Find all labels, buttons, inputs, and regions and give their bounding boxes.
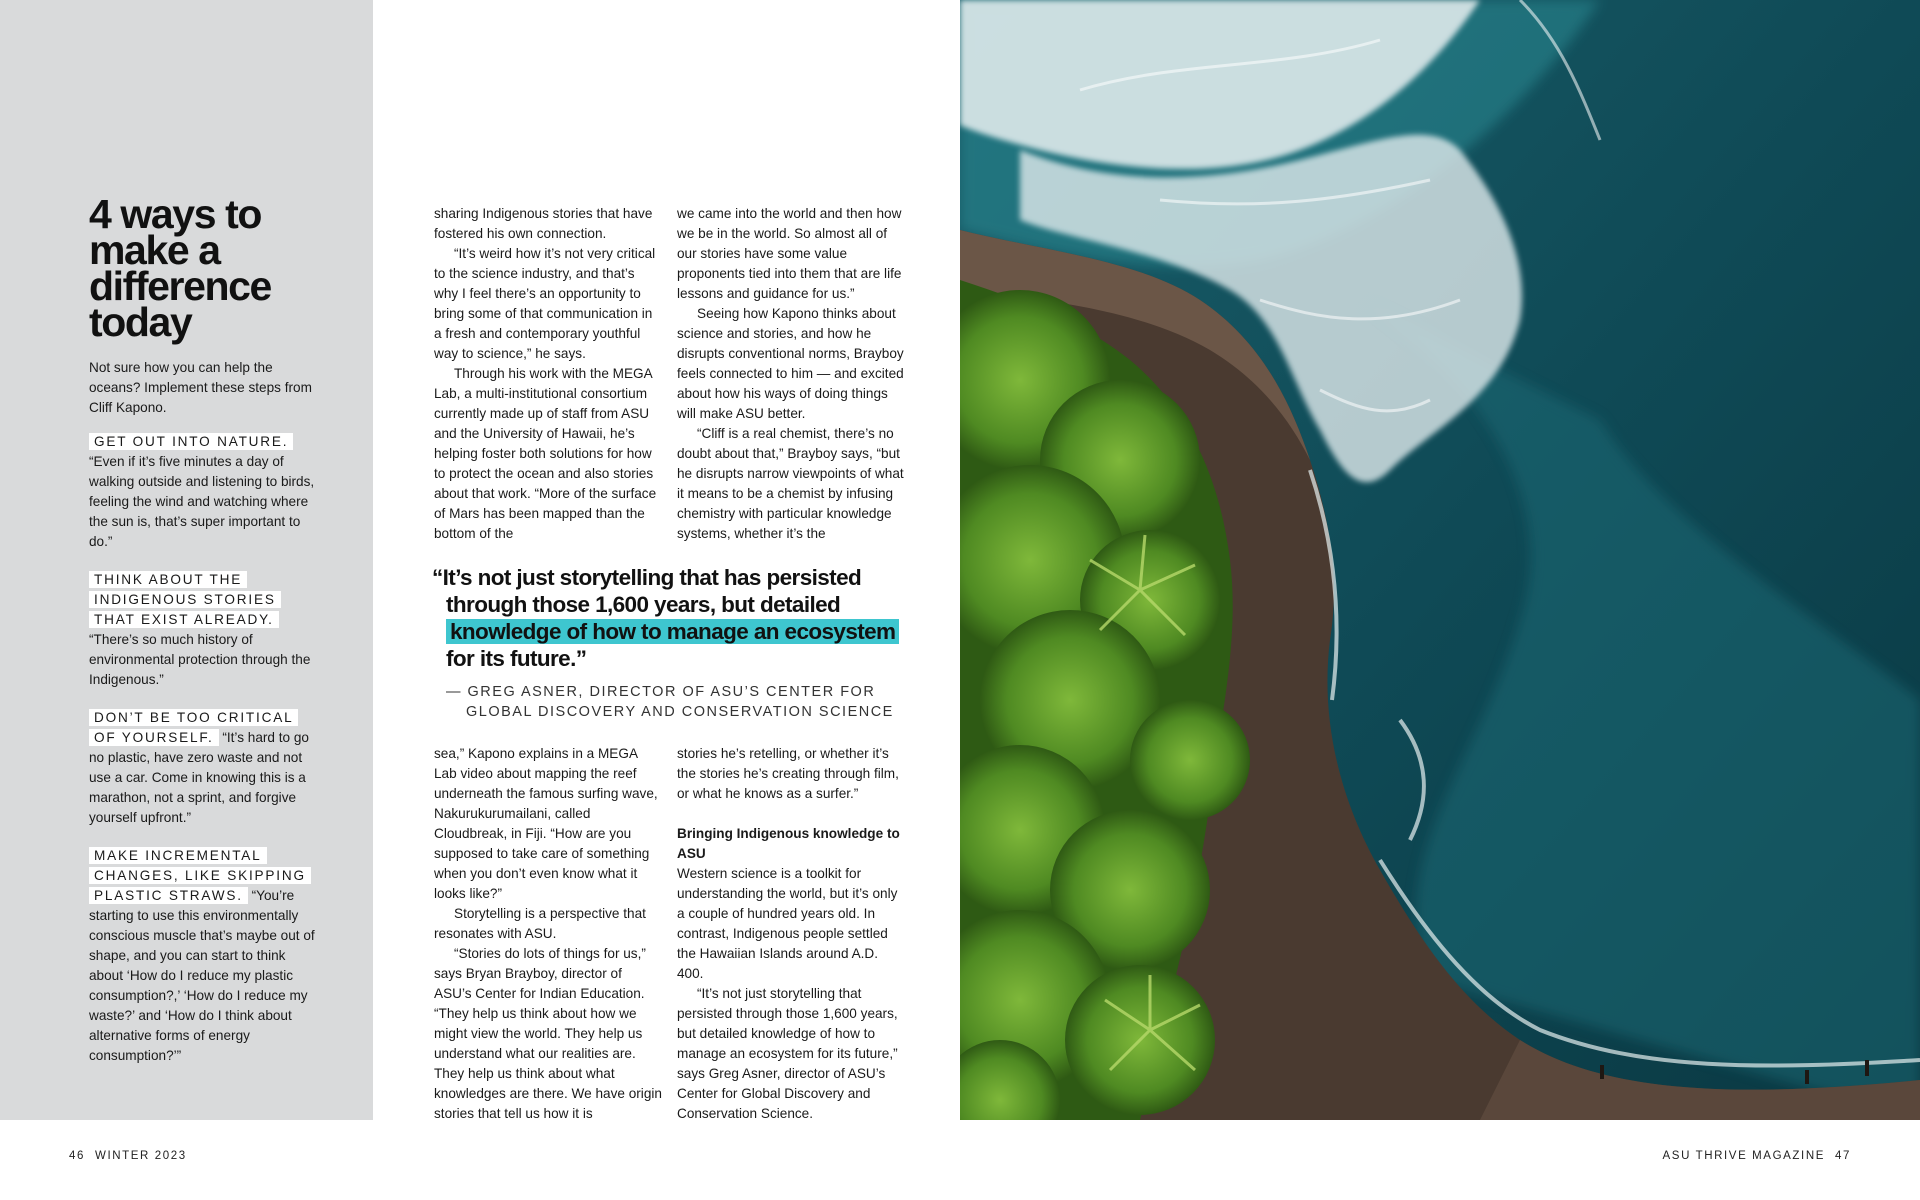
sidebar-intro: Not sure how you can help the oceans? Implement these steps from Cliff Kapono.: [89, 360, 312, 415]
tip-4-body: “You’re starting to use this environmentally conscious muscle that’s maybe out of shape, and you can start to think about ‘How do I reduce my plastic consumption?,’ ‘How do I reduce my waste?’ and ‘How do I think about alternative forms of energy consumption?’”: [89, 888, 315, 1063]
article-column-1-bottom: [434, 744, 662, 1124]
paragraph: sharing Indigenous stories that have fostered his own connection.: [434, 206, 653, 241]
page-number-right: 47: [1835, 1150, 1851, 1162]
tip-3-body: “It’s hard to go no plastic, have zero waste and not use a car. Come in knowing this is a marathon, not a sprint, and forgive yourself upfront.”: [89, 730, 309, 825]
sidebar-panel: [0, 0, 373, 1120]
sidebar-title: 4 ways to make a difference today: [89, 191, 271, 345]
paragraph: “It’s not just storytelling that persisted through those 1,600 years, but detailed knowledge of how to manage an ecosystem for its future,” says Greg Asner, director of ASU’s Center for Global Discovery and Conservation Science.: [677, 986, 898, 1121]
pull-quote-lead: “It’s not just storytelling that has persisted through those 1,600 years, but detailed: [432, 565, 862, 617]
tip-3-head: DON’T BE TOO CRITICAL OF YOURSELF.: [89, 709, 298, 746]
footer-right: [1663, 1150, 1851, 1162]
paragraph: stories he’s retelling, or whether it’s the stories he’s creating through film, or what he knows as a surfer.”: [677, 746, 899, 801]
article-column-2-top: [677, 204, 905, 544]
pull-quote-highlight: knowledge of how to manage an ecosystem: [446, 619, 899, 644]
pull-quote: [432, 564, 912, 722]
sidebar-content: [89, 191, 319, 1084]
paragraph: “Cliff is a real chemist, there’s no doubt about that,” Brayboy says, “but he disrupts narrow viewpoints of what it means to be a chemist by infusing chemistry with particular knowledge systems, whether it’s the: [677, 426, 904, 541]
tip-2-head: THINK ABOUT THE INDIGENOUS STORIES THAT EXIST ALREADY.: [89, 571, 281, 628]
tip-1-head: GET OUT INTO NATURE.: [89, 433, 293, 450]
paragraph: Through his work with the MEGA Lab, a multi-institutional consortium currently made up of staff from ASU and the University of Hawaii, he’s helping foster both solutions for how to protect the ocean and also stories about that work. “More of the surface of Mars has been mapped than the bottom of the: [434, 366, 657, 541]
footer-left: [69, 1150, 187, 1162]
tip-2: [89, 570, 319, 690]
paragraph: “Stories do lots of things for us,” says Bryan Brayboy, director of ASU’s Center for Indian Education. “They help us think about how we might view the world. They help us understand what our realities are. They help us think about what knowledges are there. We have origin stories that tell us how it is: [434, 946, 662, 1121]
tip-4: [89, 846, 319, 1066]
pull-quote-text: [432, 564, 912, 672]
pull-quote-tail: for its future.”: [446, 646, 587, 671]
aerial-coast-illustration: [960, 0, 1920, 1120]
paragraph: we came into the world and then how we be in the world. So almost all of our stories have some value proponents tied into them that are life lessons and guidance for us.”: [677, 206, 902, 301]
tip-2-body: “There’s so much history of environmental protection through the Indigenous.”: [89, 632, 311, 687]
paragraph: sea,” Kapono explains in a MEGA Lab video about mapping the reef underneath the famous surfing wave, Nakurukurumailani, called Cloudbreak, in Fiji. “How are you supposed to take care of something when you don’t even know what it looks like?”: [434, 746, 658, 901]
page-number-left: 46: [69, 1150, 85, 1162]
paragraph: “It’s weird how it’s not very critical to the science industry, and that’s why I feel there’s an opportunity to bring some of that communication in a fresh and contemporary youthful way to science,” he says.: [434, 246, 656, 361]
issue-label: WINTER 2023: [95, 1150, 187, 1162]
tip-3: [89, 708, 319, 828]
tip-1-body: “Even if it’s five minutes a day of walking outside and listening to birds, feeling the wind and watching where the sun is, that’s super important to do.”: [89, 454, 315, 549]
paragraph: Storytelling is a perspective that resonates with ASU.: [434, 906, 646, 941]
paragraph: Seeing how Kapono thinks about science and stories, and how he disrupts conventional norms, Brayboy feels connected to him — and excited about how his ways of doing things will make ASU better.: [677, 306, 904, 421]
paragraph: Western science is a toolkit for understanding the world, but it’s only a couple of hundred years old. In contrast, Indigenous people settled the Hawaiian Islands around A.D. 400.: [677, 866, 898, 981]
tip-1: [89, 432, 319, 552]
article-column-2-bottom: [677, 744, 905, 1124]
aerial-coast-photo: [960, 0, 1920, 1120]
magazine-name: ASU THRIVE MAGAZINE: [1662, 1150, 1825, 1162]
pull-quote-attribution: — GREG ASNER, DIRECTOR OF ASU’S CENTER FOR GLOBAL DISCOVERY AND CONSERVATION SCIENCE: [446, 684, 894, 720]
tip-4-head: MAKE INCREMENTAL CHANGES, LIKE SKIPPING PLASTIC STRAWS.: [89, 847, 311, 904]
article-column-1-top: [434, 204, 662, 544]
section-subhead: Bringing Indigenous knowledge to ASU: [677, 826, 900, 861]
